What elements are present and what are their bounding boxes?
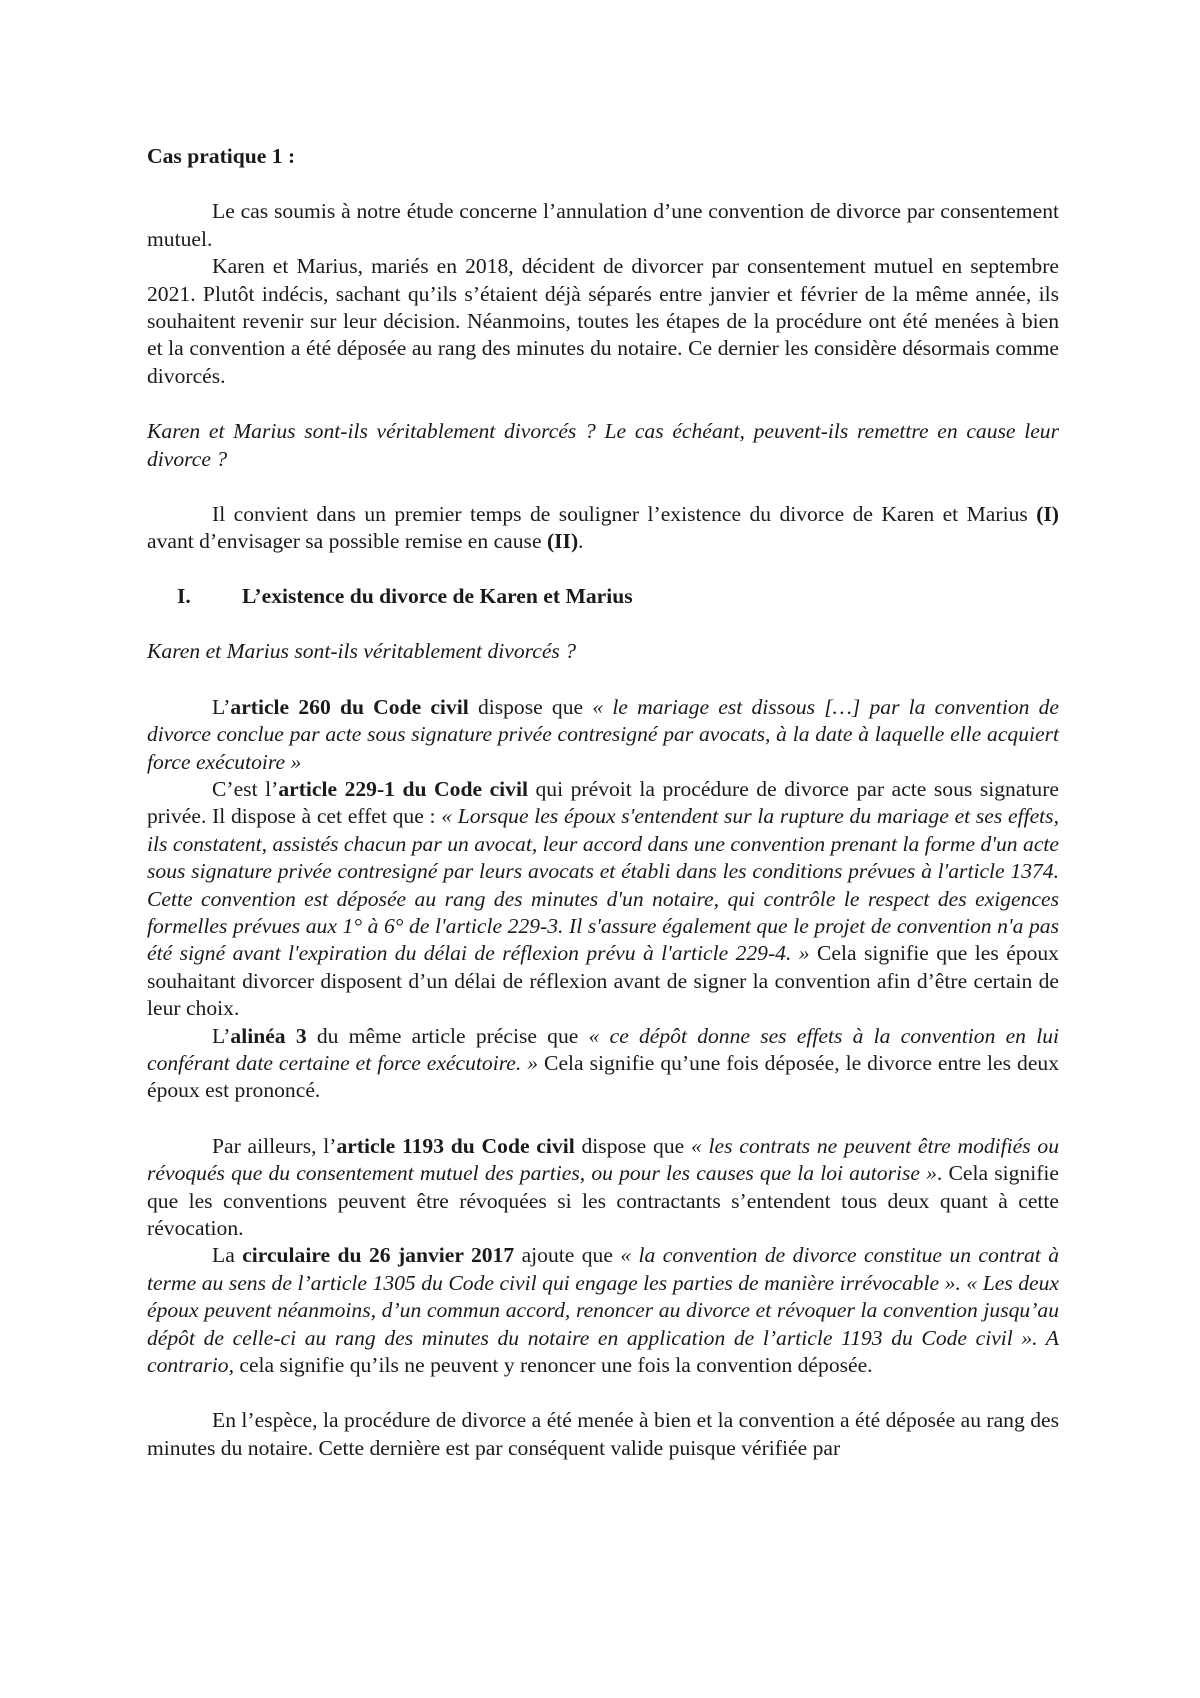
plan-paragraph [147,501,1059,556]
section-1-number: I. [177,583,191,608]
a2291-quote: « Lorsque les époux s'entendent sur la rupture du mariage et ses effets, ils constatent, assistés chacun par un avocat, leur accord dans une convention prenant la forme d'un acte sous signature privée contresigné par leurs avocats et établi dans les conditions prévues à l'article 1374. Cette convention est déposée au rang des minutes d'un notaire, qui contrôle le respect des exigences formelles prévues aux 1° à 6° de l'article 229-3. Il s'assure également que le projet de convention n'a pas été signé avant l'expiration du délai de réflexion prévu à l'article 229-4. » [147,804,1059,966]
a260-quote: « le mariage est dissous […] par la convention de divorce conclue par acte sous signature privée contresigné par avocats, à la date à laquelle elle acquiert force exécutoire » [147,694,1059,774]
plan-part-2: (II) [546,529,579,554]
circulaire-paragraph [147,1242,1059,1379]
circ-e: cela signifie qu’ils ne peuvent y renoncer une fois la convention déposée. [233,1353,873,1378]
intro-paragraph-1: Le cas soumis à notre étude concerne l’annulation d’une convention de divorce par consentement mutuel. [147,199,1059,251]
article-260-paragraph [147,694,1059,776]
circ-c: ajoute que [514,1243,621,1268]
plan-text-a: Il convient dans un premier temps de souligner l’existence du divorce de Karen et Marius [212,502,1037,527]
en-l-espece-paragraph: En l’espèce, la procédure de divorce a été menée à bien et la convention a été déposée au rang des minutes du notaire. Cette dernière est par conséquent valide puisque vérifiée par [147,1408,1059,1460]
a260-c: dispose que [468,694,593,719]
circ-a: La [212,1243,243,1268]
a2291-ref: article 229-1 du Code civil [278,776,528,801]
alinea-ref: alinéa 3 [230,1023,307,1048]
a2291-a: C’est l’ [212,776,279,801]
section-1-heading [147,583,1059,610]
section-1-question [147,638,1059,665]
a260-a: L’ [212,694,231,719]
a1193-e: . Cela signifie que les conventions peuvent être révoquées si les contractants s’entendent tous deux quant à cette révocation. [147,1161,1059,1240]
problem-text: Karen et Marius sont-ils véritablement divorcés ? Le cas échéant, peuvent-ils remettre en cause leur divorce ? [147,419,1059,471]
a1193-quote: « les contrats ne peuvent être modifiés ou révoqués que du consentement mutuel des parties, ou pour les causes que la loi autorise » [147,1133,1060,1186]
a2291-e: Cela signifie que les époux souhaitant divorcer disposent d’un délai de réflexion avant de signer la convention afin d’être certain de leur choix. [147,941,1059,1021]
alinea-quote: « ce dépôt donne ses effets à la convention en lui conférant date certaine et force exécutoire. » [147,1023,1060,1075]
circ-quote: « la convention de divorce constitue un contrat à terme au sens de l’article 1305 du Code civil qui engage les parties de manière irrévocable ». « Les deux époux peuvent néanmoins, d’un commun accord, renoncer au divorce et révoquer la convention jusqu’au dépôt de celle-ci au rang des minutes du notaire en application de l’article 1193 du Code civil ». A contrario, [147,1243,1059,1378]
section-1-title: L’existence du divorce de Karen et Marius [242,583,633,608]
alinea-a: L’ [212,1023,231,1048]
intro-paragraph-2: Karen et Marius, mariés en 2018, décident de divorcer par consentement mutuel en septembre 2021. Plutôt indécis, sachant qu’ils s’étaient déjà séparés entre janvier et février de la même année, ils souhaitent revenir sur leur décision. Néanmoins, toutes les étapes de la procédure ont été menées à bien et la convention a été déposée au rang des minutes du notaire. Ce dernier les considère désormais comme divorcés. [147,254,1059,388]
a1193-a: Par ailleurs, l’ [212,1133,337,1158]
circ-ref: circulaire du 26 janvier 2017 [242,1243,515,1268]
alinea-3-paragraph [147,1023,1059,1105]
a1193-ref: article 1193 du Code civil [336,1133,575,1158]
alinea-c: du même article précise que [306,1023,589,1048]
article-229-1-paragraph [147,776,1059,1023]
a260-ref: article 260 du Code civil [230,694,469,719]
section-1-question-text: Karen et Marius sont-ils véritablement divorcés ? [147,639,577,664]
alinea-e: Cela signifie qu’une fois déposée, le divorce entre les deux époux est prononcé. [147,1050,1059,1103]
article-1193-paragraph [147,1133,1059,1243]
plan-part-1: (I) [1036,502,1059,527]
plan-text-c: avant d’envisager sa possible remise en cause [147,529,547,554]
a2291-c: qui prévoit la procédure de divorce par acte sous signature privée. Il dispose à cet effet que : [147,776,1059,829]
a1193-c: dispose que [574,1133,691,1158]
problem-question [147,418,1059,473]
plan-text-e: . [578,529,584,554]
document-title: Cas pratique 1 : [147,144,296,168]
